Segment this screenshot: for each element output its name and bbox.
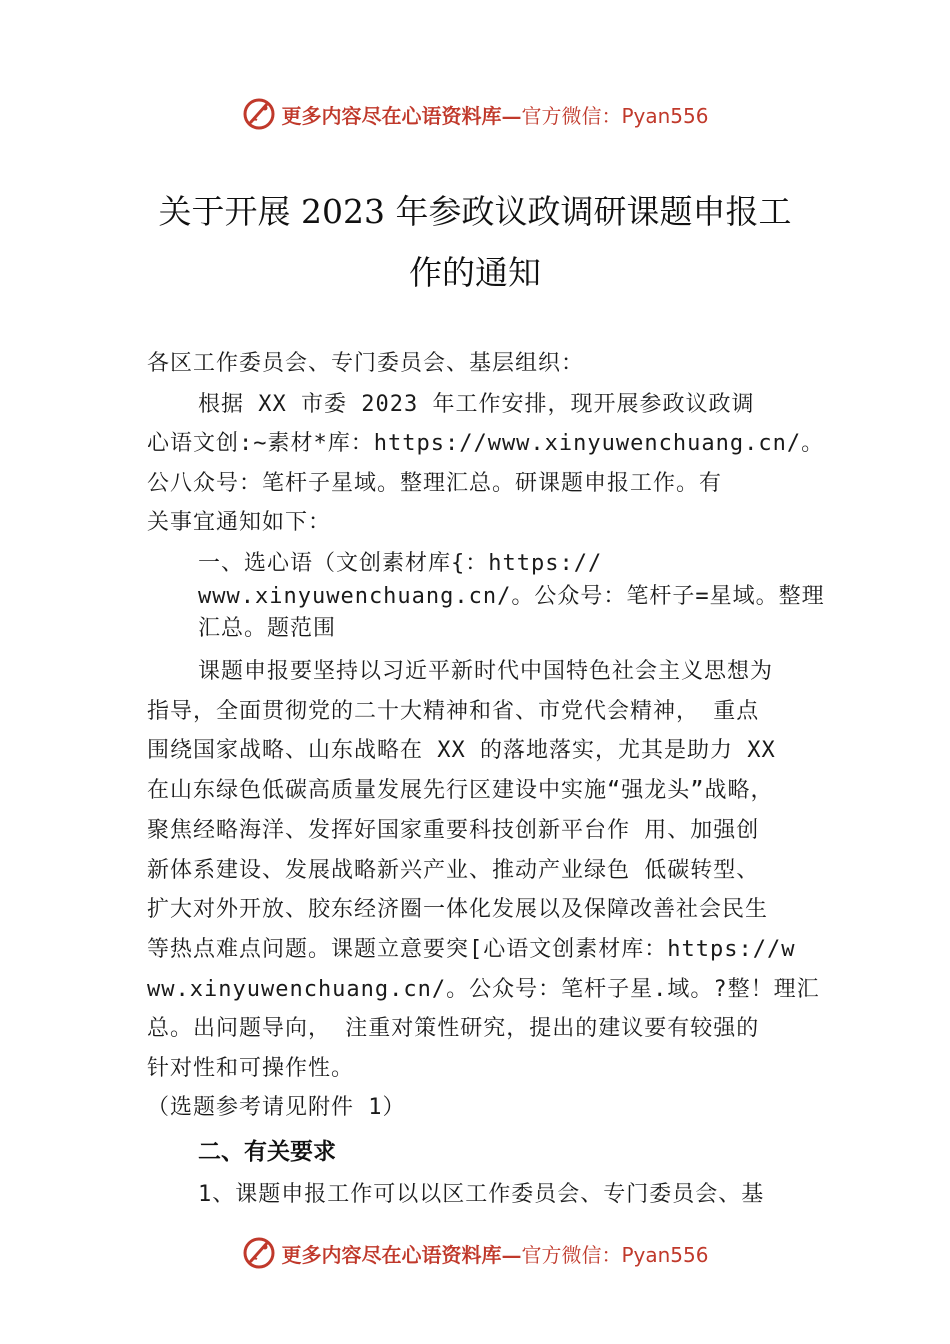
body-line: ww.xinyuwenchuang.cn/。公众号：笔杆子星.域。?整！理汇 — [147, 977, 820, 1002]
body-line: 公八众号：笔杆子星域。整理汇总。研课题申报工作。有 — [147, 471, 723, 496]
body-line: 在山东绿色低碳高质量发展先行区建设中实施“强龙头”战略， — [147, 778, 774, 803]
body-line: 扩大对外开放、胶东经济圈一体化发展以及保障改善社会民生 — [147, 897, 769, 922]
body-line: www.xinyuwenchuang.cn/。公众号：笔杆子=星域。整理 — [198, 584, 825, 609]
body-line: 总。出问题导向， 注重对策性研究，提出的建议要有较强的 — [147, 1016, 760, 1041]
ink-brush-seal-icon — [241, 96, 277, 132]
ink-brush-seal-icon — [241, 1235, 277, 1271]
body-line: 根据 XX 市委 2023 年工作安排，现开展参政议政调 — [198, 392, 755, 417]
banner-contact-text: 官方微信：Pyan556 — [521, 1242, 709, 1267]
banner-main-text: 更多内容尽在心语资料库— — [281, 103, 522, 128]
header-watermark-banner — [0, 94, 950, 134]
body-line: 汇总。题范围 — [198, 616, 337, 641]
body-line: 课题申报要坚持以习近平新时代中国特色社会主义思想为 — [198, 659, 774, 684]
banner-contact-text: 官方微信：Pyan556 — [521, 103, 709, 128]
body-line: 关事宜通知如下： — [147, 510, 332, 535]
body-line: 聚焦经略海洋、发挥好国家重要科技创新平台作 用、加强创 — [147, 818, 760, 843]
footer-watermark-banner — [0, 1233, 950, 1273]
attachment-note: （选题参考请见附件 1） — [147, 1095, 406, 1120]
body-line: 等热点难点问题。课题立意要突[心语文创素材库：https://w — [147, 937, 796, 962]
addressee-line: 各区工作委员会、专门委员会、基层组织： — [147, 351, 585, 376]
document-title-line-2: 作的通知 — [409, 253, 541, 292]
section-two-heading: 二、有关要求 — [198, 1139, 336, 1165]
body-line: 心语文创:~素材*库：https://www.xinyuwenchuang.cn/。 — [147, 431, 825, 456]
section-one-heading: 一、选心语（文创素材库{：https:// — [198, 551, 603, 576]
banner-main-text: 更多内容尽在心语资料库— — [281, 1242, 522, 1267]
document-title-line-1: 关于开展 2023 年参政议政调研课题申报工 — [158, 192, 792, 231]
body-line: 1、课题申报工作可以以区工作委员会、专门委员会、基 — [198, 1182, 765, 1207]
body-line: 新体系建设、发展战略新兴产业、推动产业绿色 低碳转型、 — [147, 858, 760, 883]
body-line: 围绕国家战略、山东战略在 XX 的落地落实，尤其是助力 XX — [147, 738, 776, 763]
body-line: 针对性和可操作性。 — [147, 1056, 355, 1081]
body-line: 指导，全面贯彻党的二十大精神和省、市党代会精神， 重点 — [147, 699, 760, 724]
